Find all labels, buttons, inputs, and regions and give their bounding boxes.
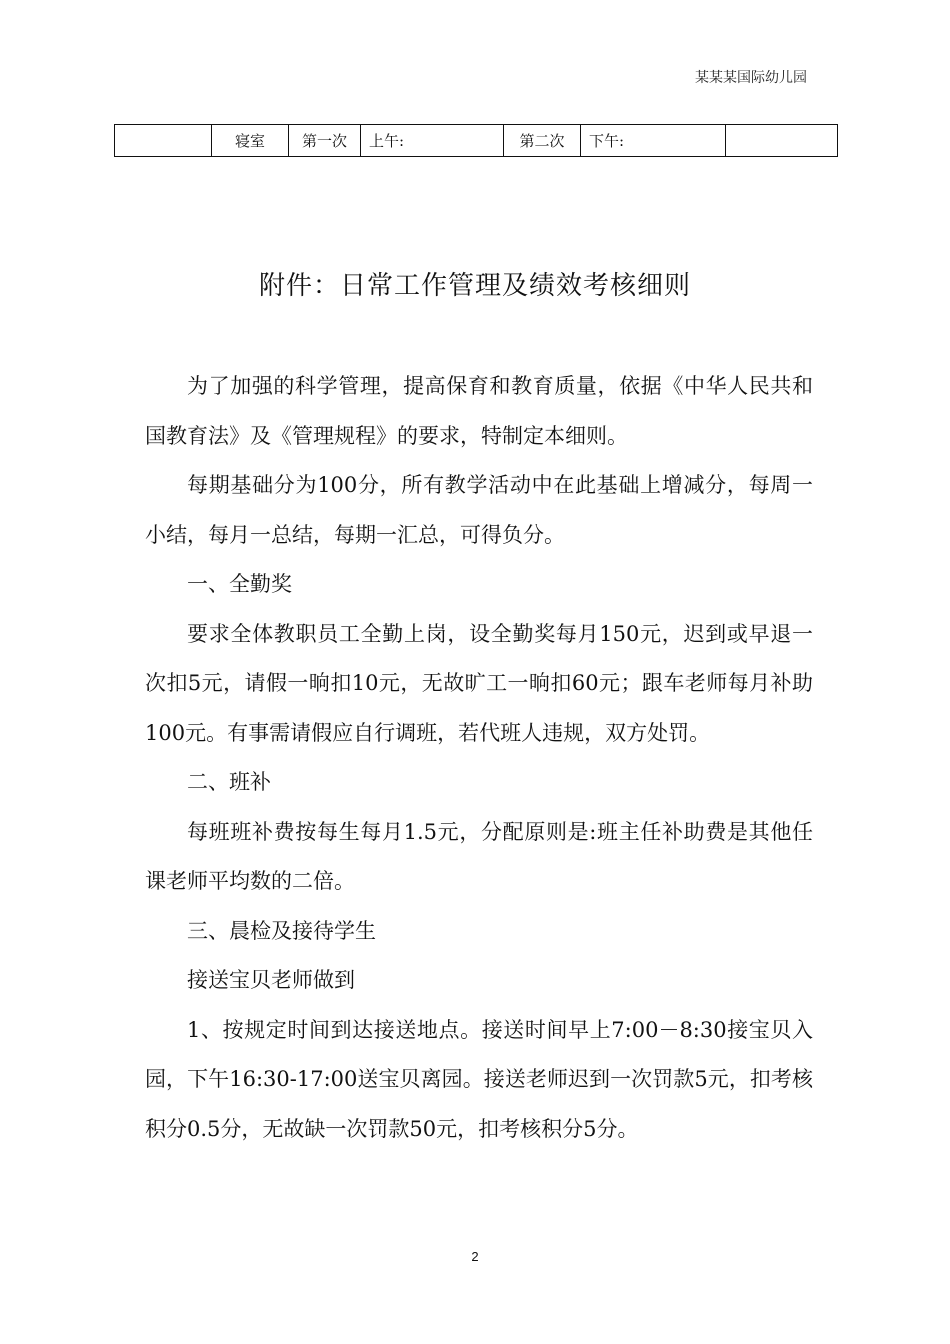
table-cell-first-time: 第一次 (289, 125, 361, 157)
document-body (145, 362, 813, 1154)
paragraph-attendance: 要求全体教职员工全勤上岗，设全勤奖每月150元，迟到或早退一次扣5元，请假一晌扣10元，无故旷工一晌扣60元；跟车老师每月补助100元。有事需请假应自行调班，若代班人违规，双方处罚。 (145, 621, 813, 745)
schedule-table (114, 124, 838, 157)
section-heading-class-subsidy: 二、班补 (187, 770, 271, 794)
table-row (115, 125, 838, 157)
table-cell (726, 125, 838, 157)
section-heading-attendance: 一、全勤奖 (187, 572, 292, 596)
table-cell-second-time: 第二次 (504, 125, 581, 157)
paragraph-intro: 为了加强的科学管理，提高保育和教育质量，依据《中华人民共和国教育法》及《管理规程》的要求，特制定本细则。 (145, 374, 813, 448)
table-cell (115, 125, 212, 157)
paragraph-class-subsidy: 每班班补费按每生每月1.5元，分配原则是:班主任补助费是其他任课老师平均数的二倍。 (145, 819, 813, 893)
paragraph-pickup-teachers: 接送宝贝老师做到 (187, 968, 355, 992)
section-heading-morning-check: 三、晨检及接待学生 (187, 918, 376, 943)
table-cell-afternoon: 下午: (581, 125, 726, 157)
page-number: 2 (471, 1249, 479, 1264)
table-cell-dormitory: 寝室 (212, 125, 289, 157)
table-cell-morning: 上午: (361, 125, 504, 157)
page-title: 附件：日常工作管理及绩效考核细则 (258, 271, 691, 301)
paragraph-pickup-rule-1: 1、按规定时间到达接送地点。接送时间早上7:00－8:30接宝贝入园，下午16:30-17:00送宝贝离园。接送老师迟到一次罚款5元，扣考核积分0.5分，无故缺一次罚款50元，扣考核积分5分。 (145, 1017, 813, 1141)
header-org-name: 某某某国际幼儿园 (695, 70, 807, 86)
paragraph-base-score: 每期基础分为100分，所有教学活动中在此基础上增减分，每周一小结，每月一总结，每期一汇总，可得负分。 (145, 473, 813, 547)
